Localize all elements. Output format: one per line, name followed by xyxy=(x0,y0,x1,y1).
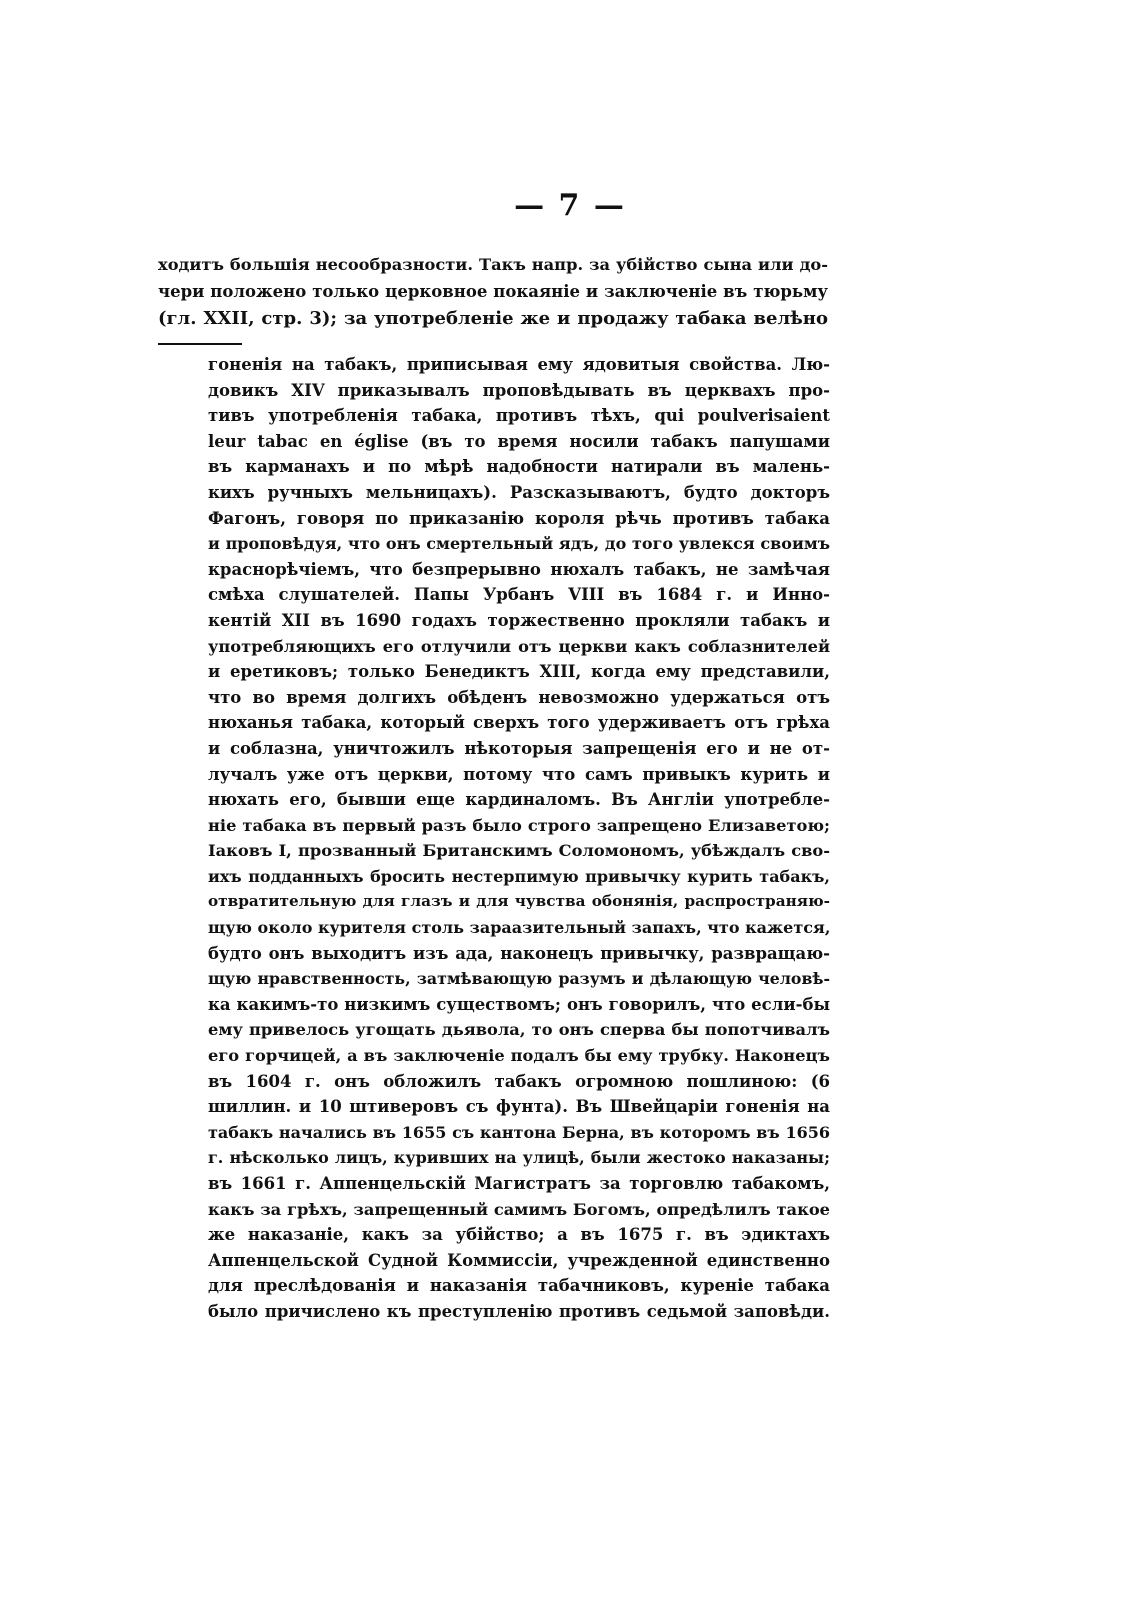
footnote-line: же наказаніе, какъ за убійство; а въ 1675 г. въ эдиктахъ xyxy=(208,1225,830,1245)
footnote-line: будто онъ выходитъ изъ ада, наконецъ привычку, развращаю- xyxy=(208,943,830,963)
footnote-line: шиллин. и 10 штиверовъ съ фунта). Въ Швейцаріи гоненія на xyxy=(208,1097,830,1117)
footnote-line: leur tabac en église (въ то время носили табакъ папушами xyxy=(208,431,830,451)
footnote-line: смѣха слушателей. Папы Урбанъ VIII въ 1684 г. и Инно- xyxy=(208,585,830,605)
main-text-line: чери положено только церковное покаяніе и заключеніе въ тюрьму xyxy=(158,282,828,301)
footnote-line: лучалъ уже отъ церкви, потому что самъ привыкъ курить и xyxy=(208,764,830,784)
footnote-line: табакъ начались въ 1655 съ кантона Берна, въ которомъ въ 1656 xyxy=(208,1122,830,1142)
footnote-line: и соблазна, уничтожилъ нѣкоторыя запрещенія его и не от- xyxy=(208,738,830,758)
footnote-line: отвратительную для глазъ и для чувства обонянія, распространяю- xyxy=(208,892,830,911)
footnote-line: ка какимъ-то низкимъ существомъ; онъ говорилъ, что если-бы xyxy=(208,994,830,1014)
footnote-line: щую около курителя столь зараазительный запахъ, что кажется, xyxy=(208,918,830,938)
footnote-line: употребляющихъ его отлучили отъ церкви какъ соблазнителей xyxy=(208,636,830,656)
footnote-line: Іаковъ I, прозванный Британскимъ Соломономъ, убѣждалъ сво- xyxy=(208,841,830,861)
footnote-line: Фагонъ, говоря по приказанію короля рѣчь противъ табака xyxy=(208,508,830,528)
footnote-line: какъ за грѣхъ, запрещенный самимъ Богомъ, опредѣлилъ такое xyxy=(208,1199,830,1219)
footnote xyxy=(208,352,830,1325)
footnote-line: тивъ употребленія табака, противъ тѣхъ, qui poulverisaient xyxy=(208,406,830,426)
footnote-rule xyxy=(158,343,242,345)
footnote-line: его горчицей, а въ заключеніе подалъ бы ему трубку. Наконецъ xyxy=(208,1046,830,1066)
footnote-line: щую нравственность, затмѣвающую разумъ и дѣлающую человѣ- xyxy=(208,969,830,989)
main-text xyxy=(158,251,828,332)
page-number: — 7 — xyxy=(514,188,626,223)
footnote-line: что во время долгихъ обѣденъ невозможно удержаться отъ xyxy=(208,687,830,707)
footnote-line: въ 1661 г. Аппенцельскій Магистратъ за торговлю табакомъ, xyxy=(208,1174,830,1193)
footnote-line: ему привелось угощать дьявола, то онъ сперва бы попотчивалъ xyxy=(208,1020,830,1040)
footnote-line: ніе табака въ первый разъ было строго запрещено Елизаветою; xyxy=(208,815,830,835)
footnote-line: Аппенцельской Судной Коммиссіи, учрежденной единственно xyxy=(208,1250,830,1270)
footnote-line: и еретиковъ; только Бенедиктъ XIII, когда ему представили, xyxy=(208,662,830,682)
footnote-line: для преслѣдованія и наказанія табачниковъ, куреніе табака xyxy=(208,1276,830,1296)
footnote-line: довикъ XIV приказывалъ проповѣдывать въ церквахъ про- xyxy=(208,380,830,400)
footnote-line: въ 1604 г. онъ обложилъ табакъ огромною пошлиною: (6 xyxy=(208,1071,830,1091)
footnote-line: кентій XII въ 1690 годахъ торжественно прокляли табакъ и xyxy=(208,610,830,630)
footnote-line: было причислено къ преступленію противъ седьмой заповѣди. xyxy=(208,1301,830,1321)
footnote-line: кихъ ручныхъ мельницахъ). Разсказываютъ, будто докторъ xyxy=(208,482,830,502)
footnote-line: г. нѣсколько лицъ, куривших на улицѣ, были жестоко наказаны; xyxy=(208,1148,830,1168)
footnote-line: ихъ подданныхъ бросить нестерпимую привычку курить табакъ, xyxy=(208,866,830,886)
main-text-line: ходитъ большія несообразности. Такъ напр. за убійство сына или до- xyxy=(158,255,828,274)
main-text-line: (гл. XXII, стр. 3); за употребленіе же и продажу табака велѣно xyxy=(158,308,828,329)
footnote-line: краснорѣчіемъ, что безпрерывно нюхалъ табакъ, не замѣчая xyxy=(208,559,830,579)
footnote-line: въ карманахъ и по мѣрѣ надобности натирали въ малень- xyxy=(208,457,830,477)
footnote-line: нюхать его, бывши еще кардиналомъ. Въ Англіи употребле- xyxy=(208,790,830,810)
footnote-line: нюханья табака, который сверхъ того удерживаетъ отъ грѣха xyxy=(208,713,830,733)
footnote-line: гоненія на табакъ, приписывая ему ядовитыя свойства. Лю- xyxy=(208,355,830,374)
footnote-line: и проповѣдуя, что онъ смертельный ядъ, до того увлекся своимъ xyxy=(208,534,830,554)
